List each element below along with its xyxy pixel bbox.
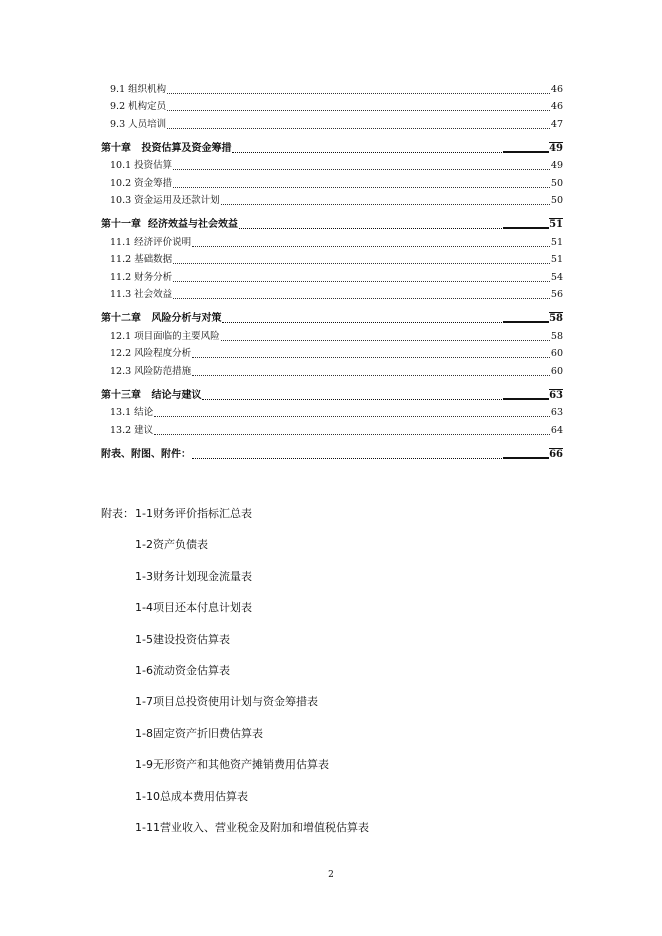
toc-entry-label: 10.1 投资估算	[110, 160, 173, 171]
toc-section-line[interactable]	[101, 360, 563, 378]
toc-entry-label: 13.1 结论	[110, 407, 154, 418]
appendix-item	[101, 630, 369, 661]
toc-dot-leader	[192, 458, 502, 459]
appendix-item	[101, 755, 369, 786]
appendix-item-label: 1-11营业收入、营业税金及附加和增值税估算表	[135, 820, 369, 834]
toc-dot-leader	[192, 246, 550, 247]
toc-entry-label: 12.2 风险程度分析	[110, 348, 192, 359]
toc-dot-leader	[154, 416, 550, 417]
toc-entry-page: 63	[550, 407, 563, 418]
appendix-list	[101, 504, 369, 849]
toc-entry-page: 66	[549, 448, 563, 460]
toc-entry-page: 60	[550, 365, 563, 377]
toc-entry-page: 46	[550, 101, 563, 112]
toc-dot-leader	[167, 128, 550, 129]
toc-entry-page: 46	[550, 83, 563, 95]
toc-entry-page: 58	[549, 313, 563, 324]
toc-dot-leader	[173, 187, 550, 188]
toc-entry-page: 49	[550, 160, 563, 171]
toc-dot-leader	[222, 322, 502, 323]
appendix-item-label: 1-3财务计划现金流量表	[135, 569, 252, 583]
toc-entry-label: 10.3 资金运用及还款计划	[110, 195, 220, 206]
toc-entry-page: 50	[550, 177, 563, 189]
toc-section-line[interactable]	[101, 249, 563, 267]
toc-chapter-line[interactable]	[101, 207, 563, 231]
toc-section-line[interactable]	[101, 419, 563, 437]
appendix-item-label: 1-1财务评价指标汇总表	[135, 507, 252, 520]
toc-chapter-underline	[503, 151, 549, 153]
toc-entry-label: 11.2 财务分析	[110, 271, 173, 283]
appendix-item-label: 1-9无形资产和其他资产摊销费用估算表	[135, 758, 329, 772]
appendix-item-label: 1-7项目总投资使用计划与资金筹措表	[135, 695, 318, 709]
appendix-item	[101, 567, 369, 598]
appendix-item-label: 1-5建设投资估算表	[135, 632, 230, 646]
toc-dot-leader	[173, 298, 550, 299]
toc-section-line[interactable]	[101, 172, 563, 190]
toc-entry-page: 60	[550, 348, 563, 359]
appendix-item-label: 1-4项目还本付息计划表	[135, 601, 252, 615]
toc-entry-page: 49	[549, 142, 563, 154]
toc-chapter-line[interactable]	[101, 301, 563, 325]
toc-entry-page: 64	[550, 424, 563, 436]
toc-entry-label: 11.2 基础数据	[110, 254, 173, 265]
toc-dot-leader	[192, 375, 550, 376]
toc-entry-label: 第十二章 风险分析与对策	[101, 313, 222, 324]
toc-chapter-underline	[503, 457, 549, 459]
toc-dot-leader	[221, 204, 550, 205]
toc-dot-leader	[167, 110, 550, 111]
appendix-item	[101, 535, 369, 566]
toc-chapter-line[interactable]	[101, 437, 563, 461]
toc-entry-page: 54	[550, 271, 563, 283]
toc-chapter-line[interactable]	[101, 131, 563, 155]
toc-entry-label: 12.3 风险防范措施	[110, 365, 192, 377]
toc-dot-leader	[173, 169, 550, 170]
toc-section-line[interactable]	[101, 284, 563, 302]
toc-chapter-underline	[503, 321, 549, 323]
appendix-item	[101, 661, 369, 692]
toc-entry-page: 51	[550, 236, 563, 248]
toc-dot-leader	[173, 263, 550, 264]
toc-entry-page: 51	[550, 254, 563, 265]
appendix-item	[101, 724, 369, 755]
toc-section-line[interactable]	[101, 78, 563, 96]
toc-entry-label: 第十章 投资估算及资金筹措	[101, 142, 232, 154]
toc-entry-label: 9.1 组织机构	[110, 83, 167, 95]
toc-dot-leader	[173, 281, 550, 282]
toc-dot-leader	[239, 228, 502, 229]
toc-dot-leader	[154, 434, 550, 435]
toc-chapter-underline	[503, 398, 549, 400]
toc-entry-label: 11.3 社会效益	[110, 289, 173, 300]
toc-dot-leader	[221, 340, 550, 341]
toc-entry-label: 9.3 人员培训	[110, 118, 167, 130]
toc-section-line[interactable]	[101, 155, 563, 173]
appendix-item-label: 1-6流动资金估算表	[135, 663, 230, 677]
toc-chapter-underline	[503, 227, 549, 229]
appendix-prefix: 附表：	[101, 507, 134, 520]
toc-section-line[interactable]	[101, 402, 563, 420]
toc-entry-label: 12.1 项目面临的主要风险	[110, 330, 220, 342]
table-of-contents	[101, 78, 563, 461]
toc-section-line[interactable]	[101, 266, 563, 284]
toc-section-line[interactable]	[101, 190, 563, 208]
appendix-item	[101, 787, 369, 818]
toc-entry-label: 9.2 机构定员	[110, 101, 167, 112]
page-number: 2	[328, 870, 334, 880]
toc-section-line[interactable]	[101, 325, 563, 343]
toc-entry-page: 47	[550, 118, 563, 130]
toc-entry-label: 13.2 建议	[110, 424, 154, 436]
toc-entry-label: 10.2 资金筹措	[110, 177, 173, 189]
toc-entry-page: 58	[550, 330, 563, 342]
toc-entry-label: 附表、附图、附件：	[101, 448, 191, 460]
appendix-item	[101, 504, 369, 535]
toc-entry-label: 第十一章 经济效益与社会效益	[101, 219, 238, 230]
toc-section-line[interactable]	[101, 113, 563, 131]
appendix-item-label: 1-8固定资产折旧费估算表	[135, 726, 263, 740]
appendix-item	[101, 692, 369, 723]
toc-dot-leader	[167, 93, 550, 94]
toc-dot-leader	[202, 399, 502, 400]
toc-dot-leader	[232, 152, 502, 153]
appendix-item-label: 1-2资产负债表	[135, 538, 208, 552]
toc-section-line[interactable]	[101, 96, 563, 114]
toc-entry-label: 第十三章 结论与建议	[101, 389, 202, 401]
toc-entry-page: 50	[550, 195, 563, 206]
toc-entry-label: 11.1 经济评价说明	[110, 236, 192, 248]
appendix-item	[101, 818, 369, 849]
toc-section-line[interactable]	[101, 343, 563, 361]
appendix-item-label: 1-10总成本费用估算表	[135, 789, 248, 803]
toc-entry-page: 63	[549, 389, 563, 401]
toc-dot-leader	[192, 357, 550, 358]
toc-entry-page: 56	[550, 289, 563, 300]
appendix-item	[101, 598, 369, 629]
toc-chapter-line[interactable]	[101, 378, 563, 402]
toc-section-line[interactable]	[101, 231, 563, 249]
toc-entry-page: 51	[549, 219, 563, 230]
